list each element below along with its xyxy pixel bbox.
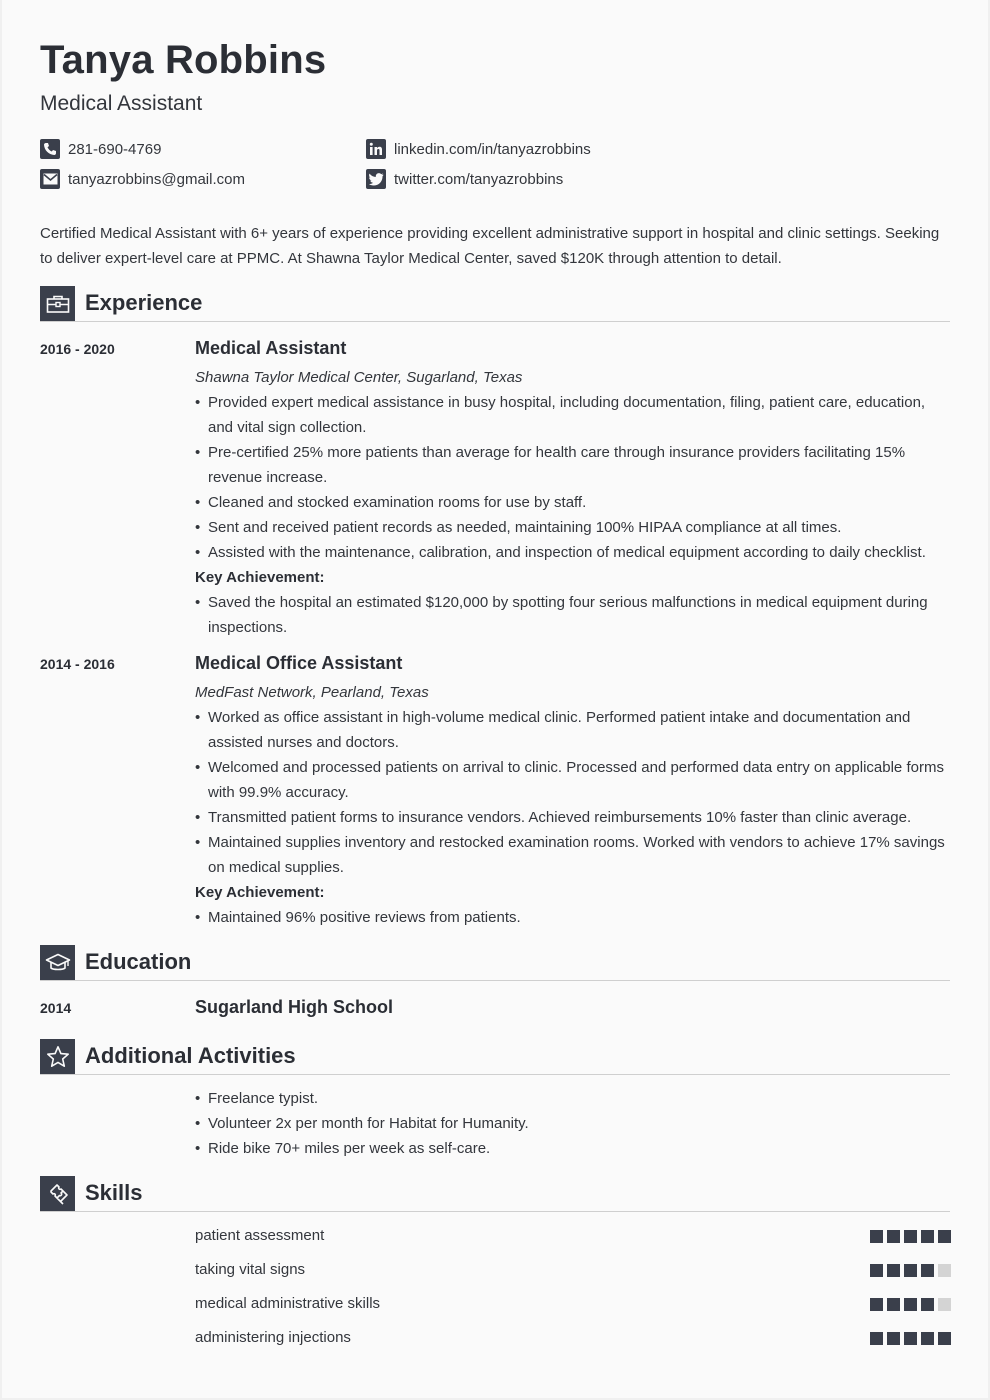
education-section-header [40,945,950,981]
list-item: • Pre-certified 25% more patients than average for health care through insurance providers facilitating 15% revenue increase. [195,440,947,490]
activities-section-header [40,1039,950,1075]
candidate-name: Tanya Robbins [40,38,327,82]
graduation-cap-icon [40,945,75,980]
job-1-bullets [195,390,947,565]
skill-row [195,1261,951,1281]
rating-dot-filled [921,1230,934,1243]
rating-dot-filled [870,1264,883,1277]
skill-rating [870,1298,951,1311]
skill-name: medical administrative skills [195,1295,381,1312]
rating-dot-filled [904,1264,917,1277]
contact-twitter[interactable] [366,169,563,189]
job-1-title: Medical Assistant [195,338,347,358]
phone-icon [40,139,60,159]
list-item: • Maintained 96% positive reviews from patients. [195,905,947,930]
rating-dot-filled [887,1230,900,1243]
mail-icon [40,169,60,189]
education-year: 2014 [40,1000,72,1016]
contact-linkedin[interactable] [366,139,591,159]
rating-dot-filled [887,1298,900,1311]
rating-dot-filled [938,1332,951,1345]
skill-name: patient assessment [195,1227,325,1244]
phone-text: 281-690-4769 [68,140,162,158]
rating-dot-empty [938,1298,951,1311]
summary-text: Certified Medical Assistant with 6+ years of experience providing excellent administrative support in hospital and clinic settings. Seeking to deliver expert-level care at PPMC. At Shawna Taylor Medical Center, saved $120K through attention to detail. [40,225,940,267]
rating-dot-filled [887,1332,900,1345]
puzzle-icon [40,1176,75,1211]
twitter-text: twitter.com/tanyazrobbins [394,170,564,188]
twitter-icon [366,169,386,189]
rating-dot-filled [921,1332,934,1345]
skill-row [195,1227,951,1247]
star-icon [40,1039,75,1074]
linkedin-text: linkedin.com/in/tanyazrobbins [394,140,591,158]
skill-name: taking vital signs [195,1261,306,1278]
rating-dot-empty [938,1264,951,1277]
rating-dot-filled [904,1332,917,1345]
rating-dot-filled [887,1264,900,1277]
job-2-key-achievement-label: Key Achievement: [195,884,325,901]
skill-rating [870,1332,951,1345]
job-2-company: MedFast Network, Pearland, Texas [195,684,429,701]
education-school: Sugarland High School [195,997,394,1017]
list-item: • Saved the hospital an estimated $120,000 by spotting four serious malfunctions in medical equipment during inspections. [195,590,947,640]
job-1-key-bullets [195,590,947,640]
rating-dot-filled [870,1230,883,1243]
experience-section-header [40,286,950,322]
contact-email[interactable] [40,169,245,189]
contact-phone[interactable] [40,139,161,159]
list-item: • Transmitted patient forms to insurance vendors. Achieved reimbursements 10% faster than clinic average. [195,805,947,830]
list-item: • Provided expert medical assistance in busy hospital, including documentation, filing, patient care, education, and vital sign collection. [195,390,947,440]
rating-dot-filled [870,1298,883,1311]
list-item: • Ride bike 70+ miles per week as self-care. [195,1136,947,1161]
linkedin-icon [366,139,386,159]
job-2-bullets [195,705,947,880]
resume-page [2,0,988,1398]
list-item: • Maintained supplies inventory and restocked examination rooms. Worked with vendors to achieve 17% savings on medical supplies. [195,830,947,880]
rating-dot-filled [904,1298,917,1311]
email-text: tanyazrobbins@gmail.com [68,170,245,188]
rating-dot-filled [870,1332,883,1345]
list-item: • Cleaned and stocked examination rooms for use by staff. [195,490,947,515]
job-1-dates: 2016 - 2020 [40,341,115,357]
skills-heading: Skills [85,1180,143,1205]
skill-row [195,1329,951,1349]
skill-rating [870,1264,951,1277]
rating-dot-filled [904,1230,917,1243]
skill-rating [870,1230,951,1243]
job-2-title: Medical Office Assistant [195,653,403,673]
rating-dot-filled [938,1230,951,1243]
skill-name: administering injections [195,1329,351,1346]
list-item: • Worked as office assistant in high-volume medical clinic. Performed patient intake and documentation and assisted nurses and doctors. [195,705,947,755]
list-item: • Freelance typist. [195,1086,947,1111]
activities-heading: Additional Activities [85,1043,296,1068]
skill-row [195,1295,951,1315]
candidate-role: Medical Assistant [40,92,203,115]
list-item: • Volunteer 2x per month for Habitat for Humanity. [195,1111,947,1136]
list-item: • Sent and received patient records as needed, maintaining 100% HIPAA compliance at all times. [195,515,947,540]
skills-section-header [40,1176,950,1212]
list-item: • Welcomed and processed patients on arrival to clinic. Processed and performed data entry on applicable forms with 99.9% accuracy. [195,755,947,805]
list-item: • Assisted with the maintenance, calibration, and inspection of medical equipment according to daily checklist. [195,540,947,565]
job-2-dates: 2014 - 2016 [40,656,115,672]
rating-dot-filled [921,1298,934,1311]
job-1-company: Shawna Taylor Medical Center, Sugarland, Texas [195,369,523,386]
job-1-key-achievement-label: Key Achievement: [195,569,325,586]
education-heading: Education [85,949,192,974]
briefcase-icon [40,286,75,321]
rating-dot-filled [921,1264,934,1277]
experience-heading: Experience [85,290,203,315]
activities-list [195,1086,947,1161]
job-2-key-bullets [195,905,947,930]
